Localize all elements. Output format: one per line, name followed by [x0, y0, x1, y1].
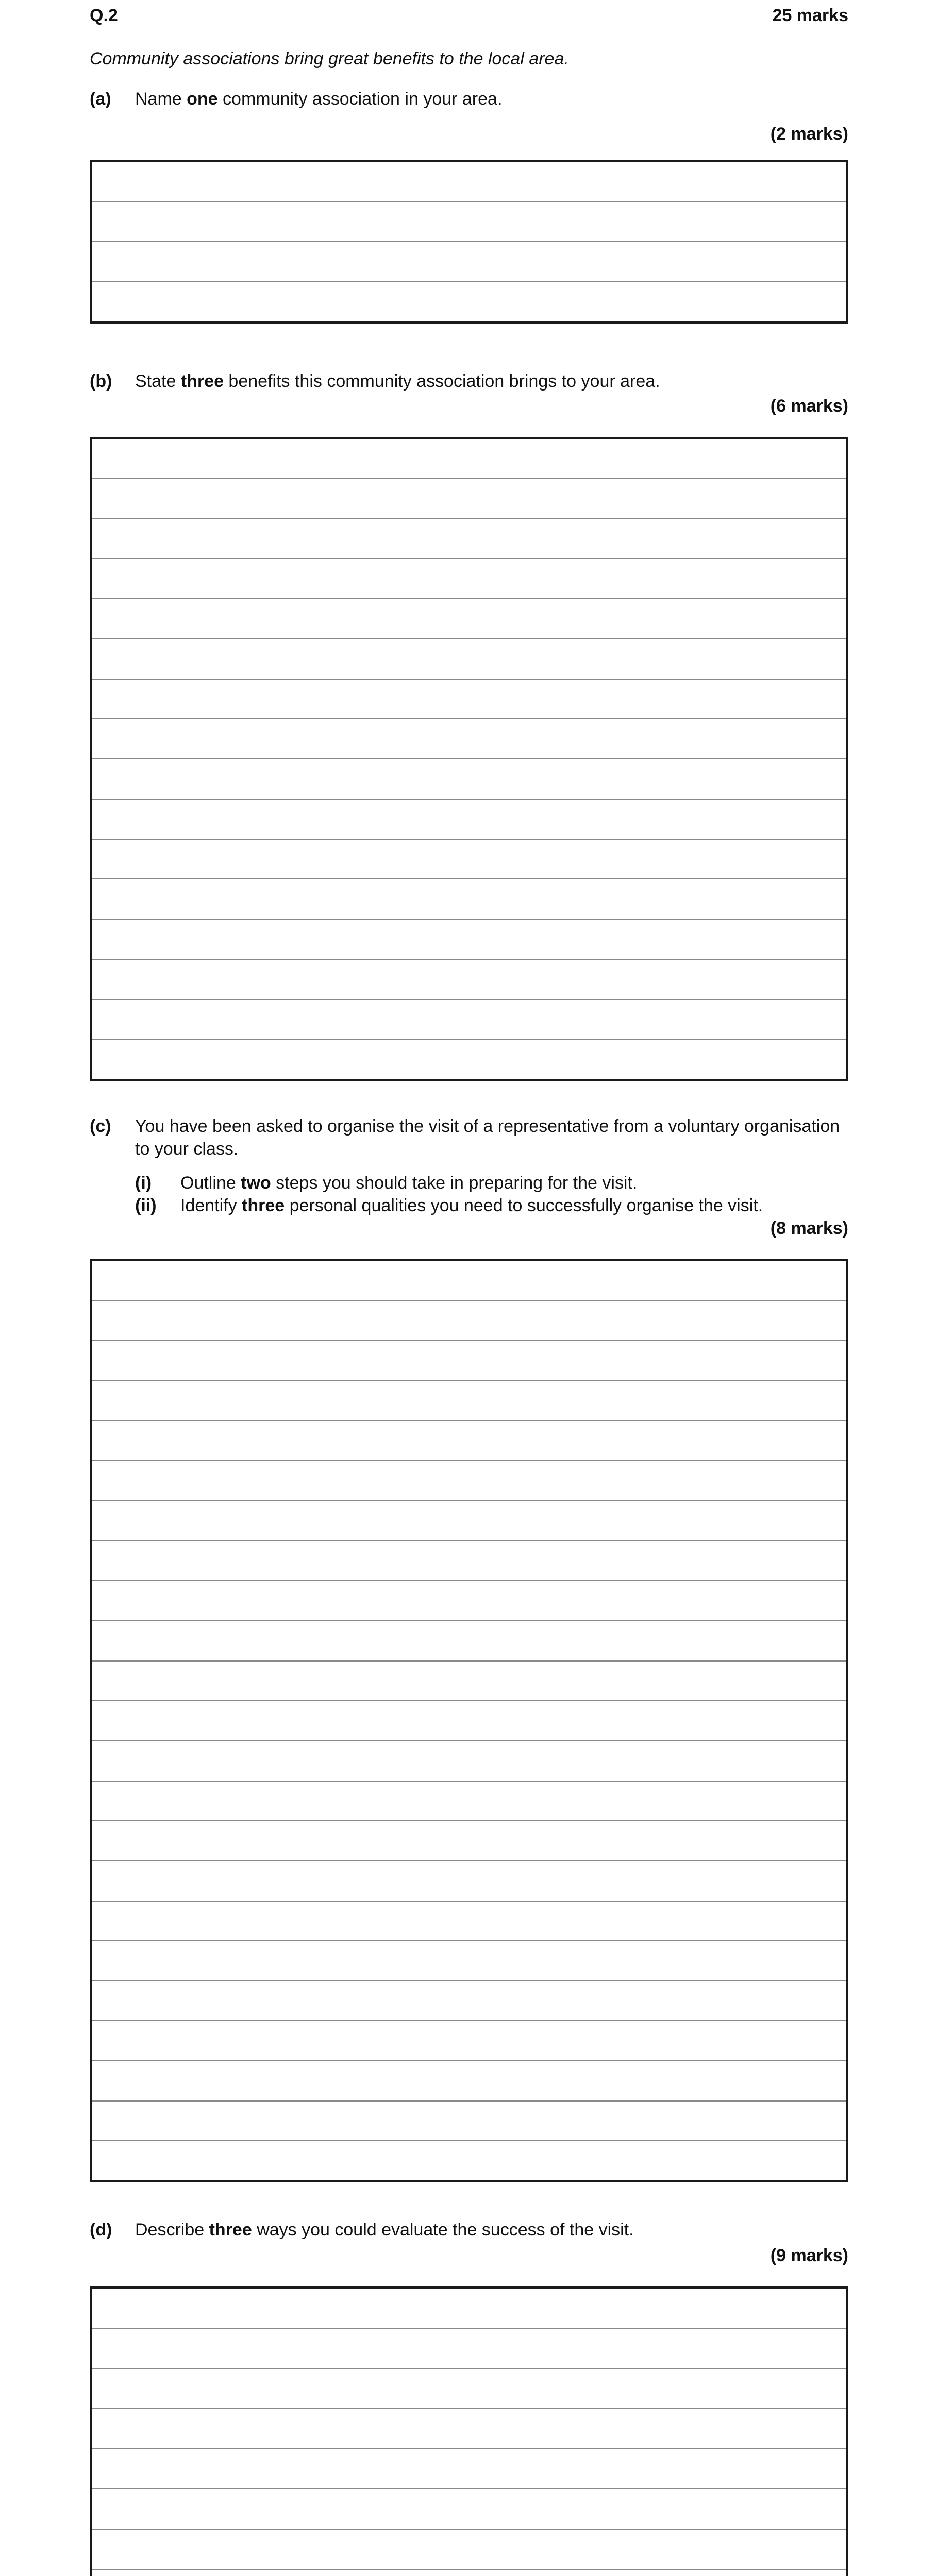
answer-line[interactable]: [92, 1581, 846, 1621]
part-c-sub-i-text: [180, 1173, 637, 1193]
answer-line[interactable]: [92, 1541, 846, 1582]
part-c-answer-box[interactable]: [90, 1259, 848, 2182]
answer-line[interactable]: [92, 1861, 846, 1902]
answer-line[interactable]: [92, 1461, 846, 1501]
answer-line[interactable]: [92, 1421, 846, 1462]
part-b-answer-box[interactable]: [90, 437, 848, 1081]
answer-line[interactable]: [92, 1782, 846, 1822]
answer-line[interactable]: [92, 639, 846, 680]
part-d-answer-box[interactable]: [90, 2286, 848, 2576]
answer-line[interactable]: [92, 2329, 846, 2369]
answer-line[interactable]: [92, 282, 846, 321]
answer-line[interactable]: [92, 1701, 846, 1741]
part-a-label: (a): [90, 89, 111, 109]
answer-line[interactable]: [92, 2449, 846, 2489]
part-a-text-post: community association in your area.: [217, 89, 503, 109]
answer-line[interactable]: [92, 2141, 846, 2180]
part-c-sub-i-bold: two: [241, 1173, 271, 1193]
answer-line[interactable]: [92, 2570, 846, 2576]
part-d-text-post: ways you could evaluate the success of the visit.: [252, 2220, 634, 2240]
part-c-question-line1: You have been asked to organise the visit of a representative from a voluntary organisation: [135, 1116, 840, 1136]
answer-line[interactable]: [92, 599, 846, 639]
answer-line[interactable]: [92, 1000, 846, 1040]
part-c-label: (c): [90, 1116, 111, 1136]
part-d-question: [135, 2219, 634, 2240]
answer-line[interactable]: [92, 2489, 846, 2530]
part-c-sub-ii-text: [180, 1195, 763, 1216]
answer-line[interactable]: [92, 2289, 846, 2329]
answer-line[interactable]: [92, 1341, 846, 1381]
part-a-text-pre: Name: [135, 89, 187, 109]
answer-line[interactable]: [92, 1981, 846, 2022]
answer-line[interactable]: [92, 242, 846, 282]
part-b-question: [135, 371, 660, 392]
part-c-sub-ii-bold: three: [242, 1196, 285, 1215]
part-c-sub-i-post: steps you should take in preparing for the visit.: [271, 1173, 638, 1193]
answer-line[interactable]: [92, 1040, 846, 1079]
answer-line[interactable]: [92, 2021, 846, 2061]
part-c-sub-ii-label: (ii): [135, 1196, 157, 1215]
answer-line[interactable]: [92, 2409, 846, 2449]
answer-line[interactable]: [92, 1741, 846, 1782]
part-c-sub-ii-post: personal qualities you need to successfully organise the visit.: [285, 1196, 763, 1215]
part-a-question: [135, 89, 502, 109]
answer-line[interactable]: [92, 1621, 846, 1662]
answer-line[interactable]: [92, 920, 846, 960]
answer-line[interactable]: [92, 202, 846, 242]
answer-line[interactable]: [92, 759, 846, 800]
part-c-sub-i-pre: Outline: [180, 1173, 241, 1193]
answer-line[interactable]: [92, 1501, 846, 1541]
answer-line[interactable]: [92, 1902, 846, 1942]
answer-line[interactable]: [92, 2102, 846, 2142]
part-b-label: (b): [90, 371, 112, 391]
part-a-marks: (2 marks): [770, 124, 848, 144]
answer-line[interactable]: [92, 960, 846, 1000]
part-d-text-pre: Describe: [135, 2220, 209, 2240]
part-b-marks: (6 marks): [770, 396, 848, 416]
answer-line[interactable]: [92, 1662, 846, 1702]
answer-line[interactable]: [92, 1941, 846, 1981]
answer-line[interactable]: [92, 2061, 846, 2102]
answer-line[interactable]: [92, 1381, 846, 1421]
part-b-text-post: benefits this community association brings to your area.: [223, 371, 660, 391]
answer-line[interactable]: [92, 479, 846, 519]
answer-line[interactable]: [92, 2369, 846, 2409]
part-d-label: (d): [90, 2220, 112, 2240]
part-b-text-bold: three: [180, 371, 224, 391]
answer-line[interactable]: [92, 680, 846, 720]
answer-line[interactable]: [92, 1301, 846, 1342]
part-c-question-line2: to your class.: [135, 1139, 239, 1159]
answer-line[interactable]: [92, 800, 846, 840]
answer-line[interactable]: [92, 559, 846, 599]
part-c-sub-ii-pre: Identify: [180, 1196, 242, 1215]
answer-line[interactable]: [92, 879, 846, 920]
answer-line[interactable]: [92, 519, 846, 560]
answer-line[interactable]: [92, 840, 846, 880]
part-c-sub-i-label: (i): [135, 1173, 152, 1193]
part-d-marks: (9 marks): [770, 2246, 848, 2265]
answer-line[interactable]: [92, 439, 846, 479]
answer-line[interactable]: [92, 162, 846, 202]
answer-line[interactable]: [92, 2530, 846, 2570]
part-a-text-bold: one: [187, 89, 218, 109]
answer-line[interactable]: [92, 1261, 846, 1301]
part-c-marks: (8 marks): [770, 1218, 848, 1238]
part-d-text-bold: three: [209, 2220, 252, 2240]
intro-statement: Community associations bring great benefits to the local area.: [90, 49, 569, 69]
question-number: Q.2: [90, 6, 118, 25]
answer-line[interactable]: [92, 719, 846, 759]
part-b-text-pre: State: [135, 371, 181, 391]
total-marks: 25 marks: [772, 6, 848, 25]
answer-line[interactable]: [92, 1821, 846, 1861]
part-a-answer-box[interactable]: [90, 160, 848, 324]
